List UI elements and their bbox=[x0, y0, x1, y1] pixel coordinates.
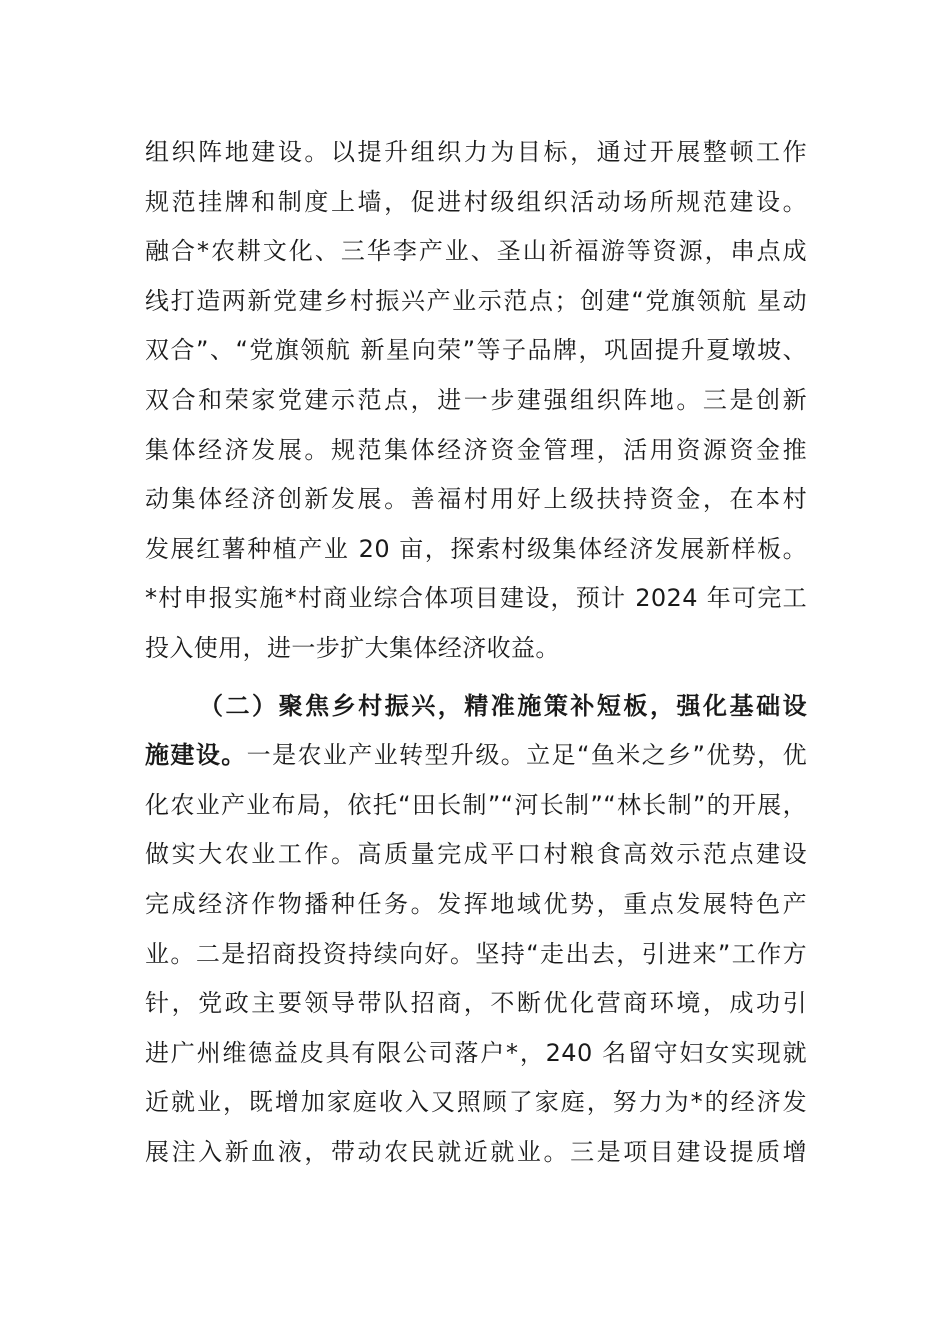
paragraph-1 bbox=[145, 128, 807, 674]
document-body bbox=[145, 128, 807, 1177]
text-line: 化农业产业布局，依托“田长制”“河长制”“林长制”的开展， bbox=[145, 790, 807, 819]
text-line: 做实大农业工作。高质量完成平口村粮食高效示范点建设 bbox=[145, 840, 807, 869]
text-line: 完成经济作物播种任务。发挥地域优势，重点发展特色产 bbox=[145, 889, 807, 918]
paragraph-2 bbox=[145, 682, 807, 1178]
section-heading-end: 施建设。 bbox=[145, 741, 247, 770]
text-line: 集体经济发展。规范集体经济资金管理，活用资源资金推 bbox=[145, 435, 807, 464]
section-heading: （二）聚焦乡村振兴，精准施策补短板，强化基础设 bbox=[199, 691, 807, 720]
paragraph-gap bbox=[145, 674, 807, 682]
text-line: *村申报实施*村商业综合体项目建设，预计 2024 年可完工 bbox=[145, 584, 807, 613]
text-line: 双合”、“党旗领航 新星向荣”等子品牌，巩固提升夏墩坡、 bbox=[145, 336, 807, 365]
text-line: 双合和荣家党建示范点，进一步建强组织阵地。三是创新 bbox=[145, 385, 807, 414]
text-line: 展注入新血液，带动农民就近就业。三是项目建设提质增 bbox=[145, 1137, 807, 1166]
text-line: 融合*农耕文化、三华李产业、圣山祈福游等资源，串点成 bbox=[145, 237, 807, 266]
text-line: 组织阵地建设。以提升组织力为目标，通过开展整顿工作 bbox=[145, 138, 807, 166]
text-line: 进广州维德益皮具有限公司落户*，240 名留守妇女实现就 bbox=[145, 1038, 807, 1067]
text-line: 规范挂牌和制度上墙，促进村级组织活动场所规范建设。 bbox=[145, 187, 807, 216]
text-run: 一是农业产业转型升级。立足“鱼米之乡”优势，优 bbox=[246, 741, 807, 770]
text-line: 动集体经济创新发展。善福村用好上级扶持资金，在本村 bbox=[145, 485, 807, 514]
text-line: 业。二是招商投资持续向好。坚持“走出去，引进来”工作方 bbox=[145, 939, 807, 968]
text-line: 针，党政主要领导带队招商，不断优化营商环境，成功引 bbox=[145, 989, 807, 1018]
text-line bbox=[145, 731, 807, 781]
text-line: 线打造两新党建乡村振兴产业示范点；创建“党旗领航 星动 bbox=[145, 286, 807, 315]
text-line: 投入使用，进一步扩大集体经济收益。 bbox=[145, 633, 560, 662]
text-line: 发展红薯种植产业 20 亩，探索村级集体经济发展新样板。 bbox=[145, 534, 807, 563]
text-line: 近就业，既增加家庭收入又照顾了家庭，努力为*的经济发 bbox=[145, 1088, 807, 1117]
